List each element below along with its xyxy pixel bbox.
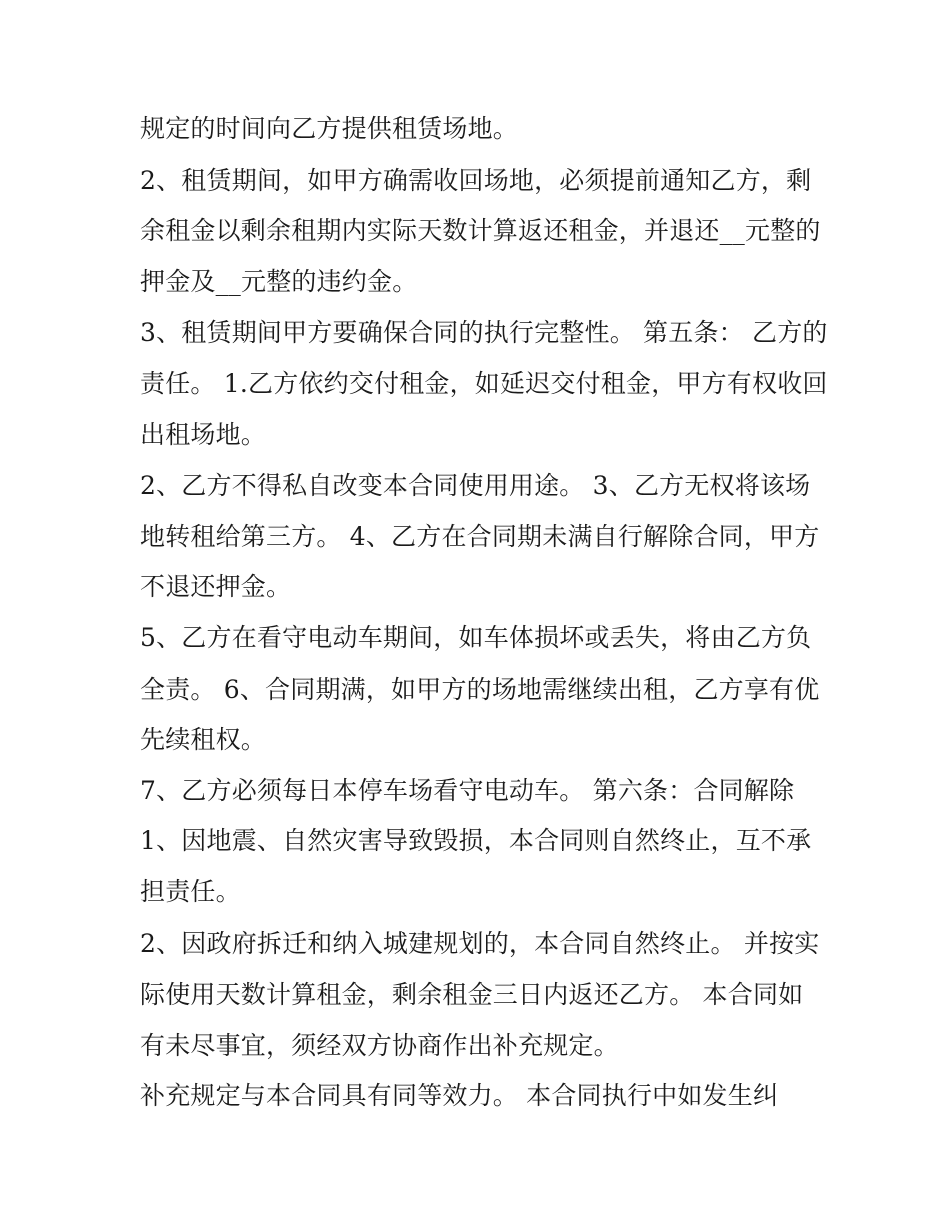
text-line: 2、租赁期间，如甲方确需收回场地，必须提前通知乙方，剩 <box>140 166 812 195</box>
text-line: 地转租给第三方。 4、乙方在合同期未满自行解除合同，甲方 <box>140 522 820 551</box>
text-line: 押金及__元整的违约金。 <box>140 267 418 296</box>
text-line: 5、乙方在看守电动车期间，如车体损坏或丢失，将由乙方负 <box>140 623 812 652</box>
text-line: 规定的时间向乙方提供租赁场地。 <box>140 114 519 143</box>
text-line: 责任。 1.乙方依约交付租金，如延迟交付租金，甲方有权收回 <box>140 369 828 398</box>
text-line: 7、乙方必须每日本停车场看守电动车。 第六条：合同解除 <box>140 776 795 805</box>
text-line: 1、因地震、自然灾害导致毁损，本合同则自然终止，互不承 <box>140 826 812 855</box>
text-line: 余租金以剩余租期内实际天数计算返还租金，并退还__元整的 <box>140 216 821 245</box>
text-line: 3、租赁期间甲方要确保合同的执行完整性。 第五条： 乙方的 <box>140 318 828 347</box>
text-line: 不退还押金。 <box>140 572 292 601</box>
text-line: 2、乙方不得私自改变本合同使用用途。 3、乙方无权将该场 <box>140 471 811 500</box>
text-line: 先续租权。 <box>140 725 267 754</box>
text-line: 有未尽事宜，须经双方协商作出补充规定。 <box>140 1031 619 1060</box>
text-line: 全责。 6、合同期满，如甲方的场地需继续出租，乙方享有优 <box>140 675 820 704</box>
text-line: 担责任。 <box>140 877 241 906</box>
text-line: 2、因政府拆迁和纳入城建规划的，本合同自然终止。 并按实 <box>140 929 820 958</box>
text-line: 出租场地。 <box>140 420 267 449</box>
text-line: 补充规定与本合同具有同等效力。 本合同执行中如发生纠 <box>140 1081 779 1110</box>
text-line: 际使用天数计算租金，剩余租金三日内返还乙方。 本合同如 <box>140 980 804 1009</box>
